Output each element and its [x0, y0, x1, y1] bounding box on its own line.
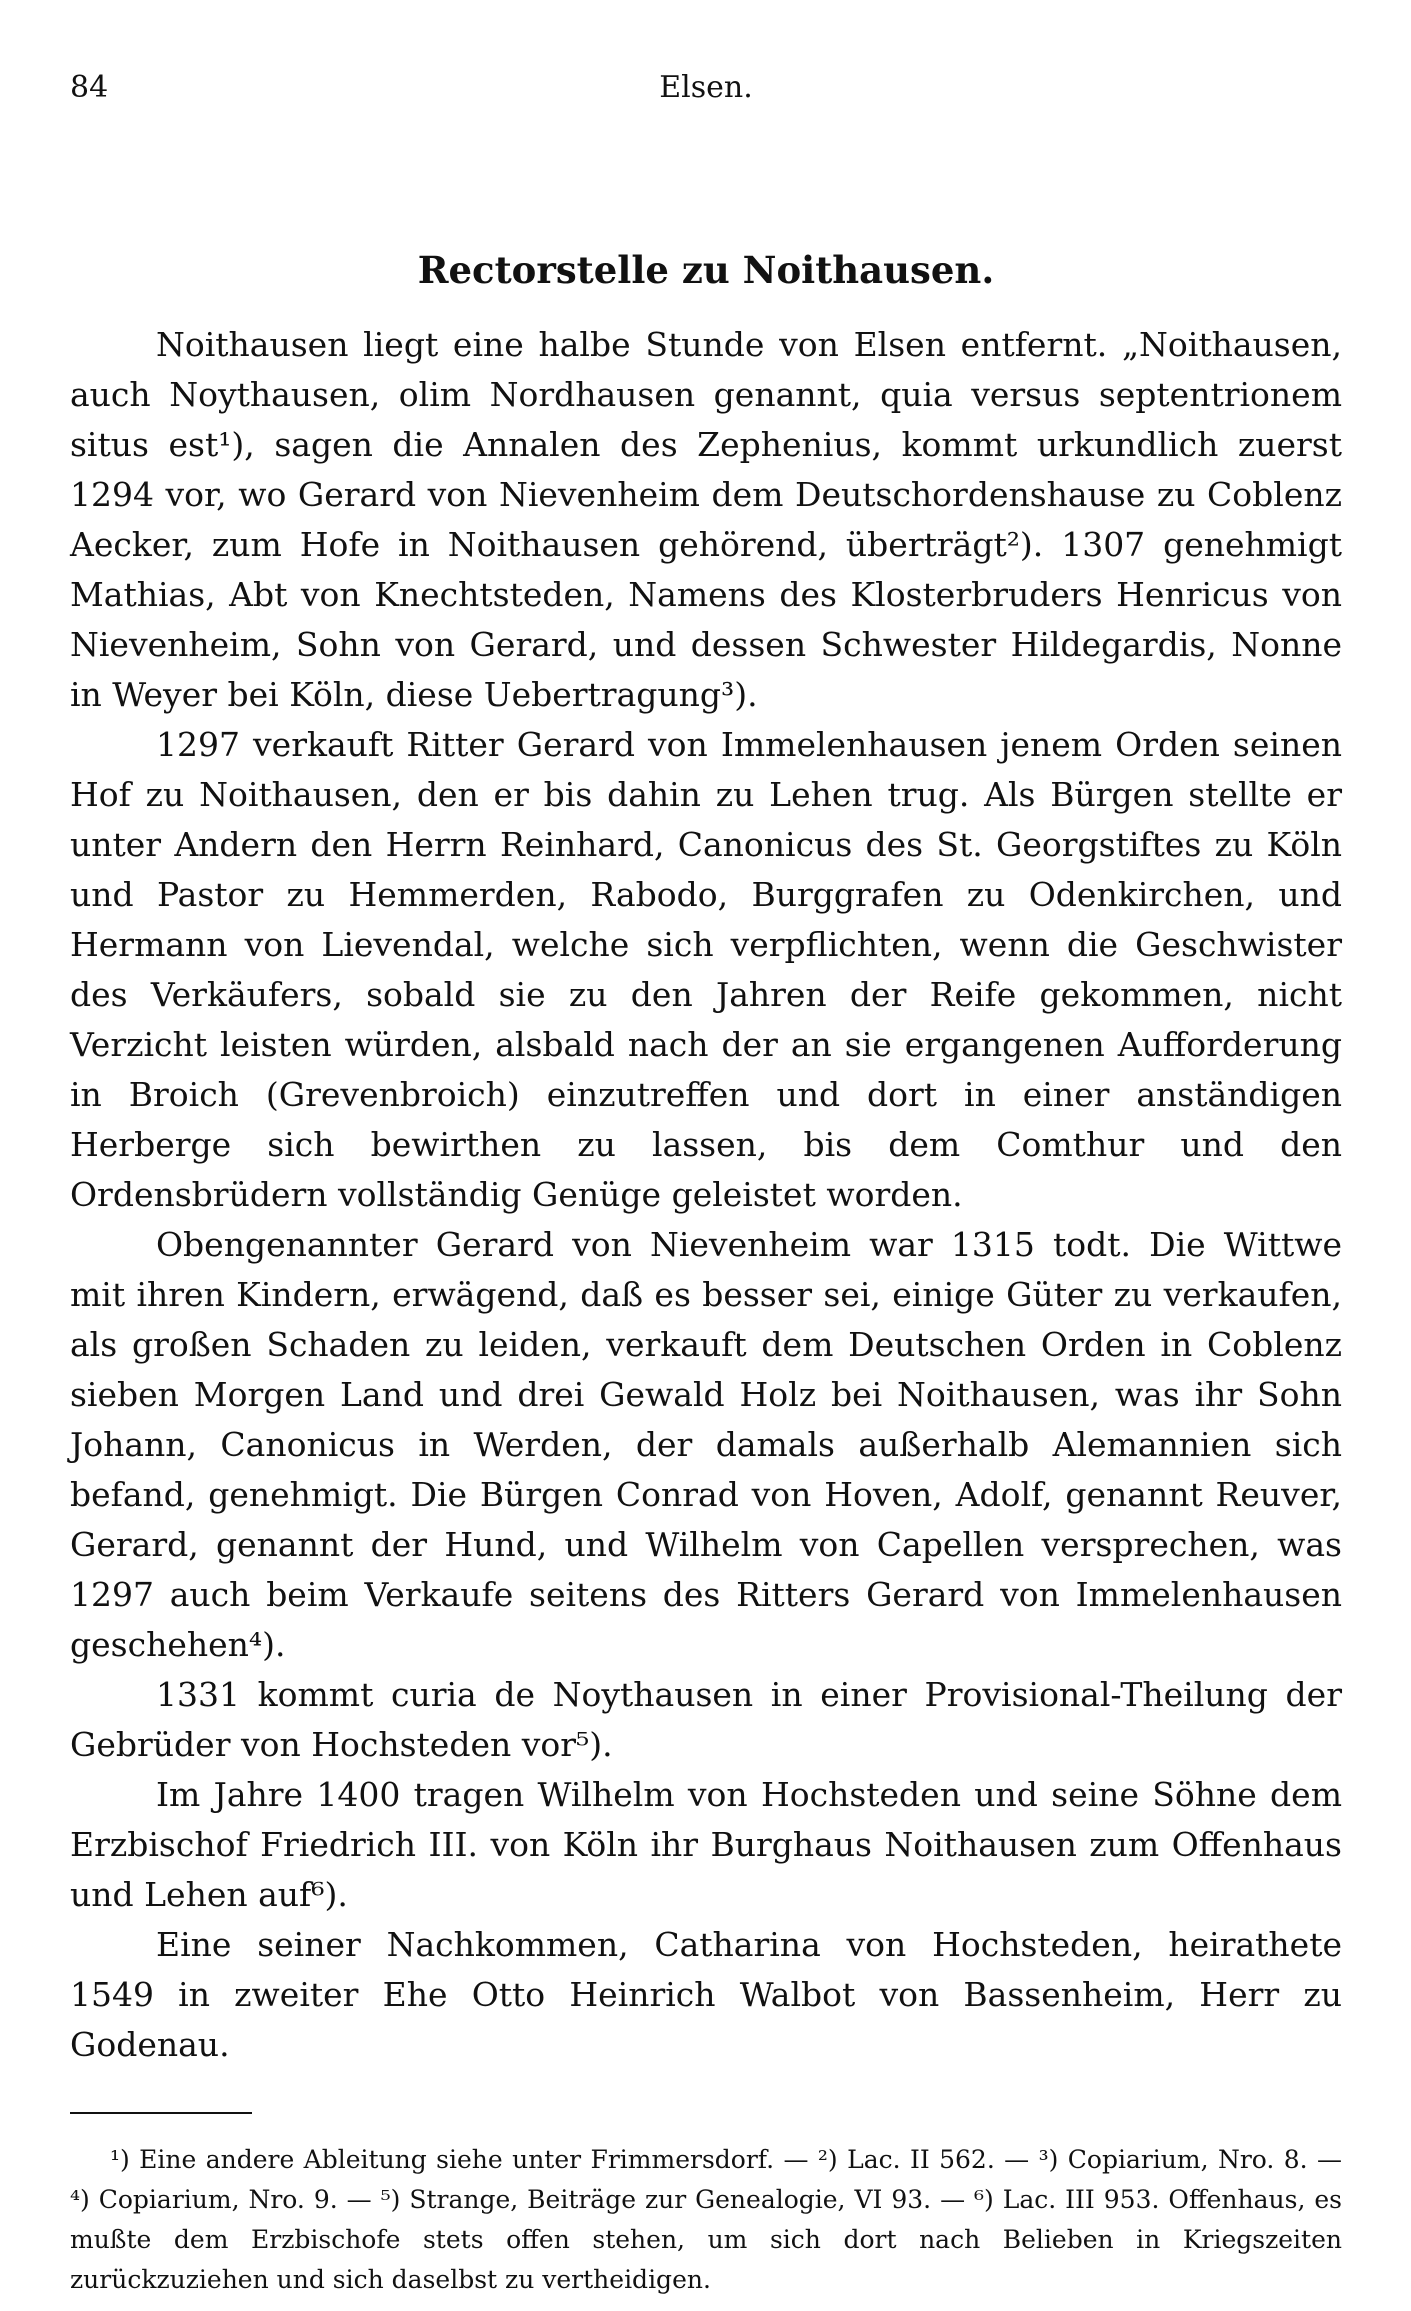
- section-heading: Rectorstelle zu Noithausen.: [417, 248, 995, 292]
- paragraph: Noithausen liegt eine halbe Stunde von Elsen entfernt. „Noithausen, auch Noythausen, olim Nordhausen genannt, quia versus septentrionem situs est¹), sagen die Annalen des Zephenius, kommt urkundlich zuerst 1294 vor, wo Gerard von Nievenheim dem Deutschordenshause zu Coblenz Aecker, zum Hofe in Noithausen gehörend, überträgt²). 1307 genehmigt Mathias, Abt von Knechtsteden, Namens des Klosterbruders Henricus von Nievenheim, Sohn von Gerard, und dessen Schwester Hildegardis, Nonne in Weyer bei Köln, diese Uebertragung³).: [70, 325, 1342, 714]
- paragraph: Im Jahre 1400 tragen Wilhelm von Hochsteden und seine Söhne dem Erzbischof Friedrich III. von Köln ihr Burghaus Noithausen zum Offenhaus und Lehen auf⁶).: [70, 1775, 1342, 1914]
- paragraph: 1297 verkauft Ritter Gerard von Immelenhausen jenem Orden seinen Hof zu Noithausen, den er bis dahin zu Lehen trug. Als Bürgen stellte er unter Andern den Herrn Reinhard, Canonicus des St. Georgstiftes zu Köln und Pastor zu Hemmerden, Rabodo, Burggrafen zu Odenkirchen, und Hermann von Lievendal, welche sich verpflichten, wenn die Geschwister des Verkäufers, sobald sie zu den Jahren der Reife gekommen, nicht Verzicht leisten würden, alsbald nach der an sie ergangenen Aufforderung in Broich (Grevenbroich) einzutreffen und dort in einer anständigen Herberge sich bewirthen zu lassen, bis dem Comthur und den Ordensbrüdern vollständig Genüge geleistet worden.: [70, 725, 1342, 1214]
- paragraph: 1331 kommt curia de Noythausen in einer Provisional-Theilung der Gebrüder von Hochsteden vor⁵).: [70, 1675, 1342, 1764]
- running-head: [70, 70, 1342, 114]
- running-title: Elsen.: [659, 70, 753, 105]
- page-number: 84: [70, 70, 109, 105]
- paragraph: Eine seiner Nachkommen, Catharina von Hochsteden, heirathete 1549 in zweiter Ehe Otto Heinrich Walbot von Bassenheim, Herr zu Godenau.: [70, 1925, 1342, 2064]
- book-page: [70, 70, 1342, 2300]
- body-text: [70, 320, 1342, 2070]
- footnote-divider: [70, 2112, 252, 2114]
- paragraph: Obengenannter Gerard von Nievenheim war 1315 todt. Die Wittwe mit ihren Kindern, erwägend, daß es besser sei, einige Güter zu verkaufen, als großen Schaden zu leiden, verkauft dem Deutschen Orden in Coblenz sieben Morgen Land und drei Gewald Holz bei Noithausen, was ihr Sohn Johann, Canonicus in Werden, der damals außerhalb Alemannien sich befand, genehmigt. Die Bürgen Conrad von Hoven, Adolf, genannt Reuver, Gerard, genannt der Hund, und Wilhelm von Capellen versprechen, was 1297 auch beim Verkaufe seitens des Ritters Gerard von Immelenhausen geschehen⁴).: [70, 1225, 1342, 1664]
- footnotes: ¹) Eine andere Ableitung siehe unter Frimmersdorf. — ²) Lac. II 562. — ³) Copiarium, Nro. 8. — ⁴) Copiarium, Nro. 9. — ⁵) Strange, Beiträge zur Genealogie, VI 93. — ⁶) Lac. III 953. Offenhaus, es mußte dem Erzbischofe stets offen stehen, um sich dort nach Belieben in Kriegszeiten zurückzuziehen und sich daselbst zu vertheidigen.: [70, 2145, 1342, 2294]
